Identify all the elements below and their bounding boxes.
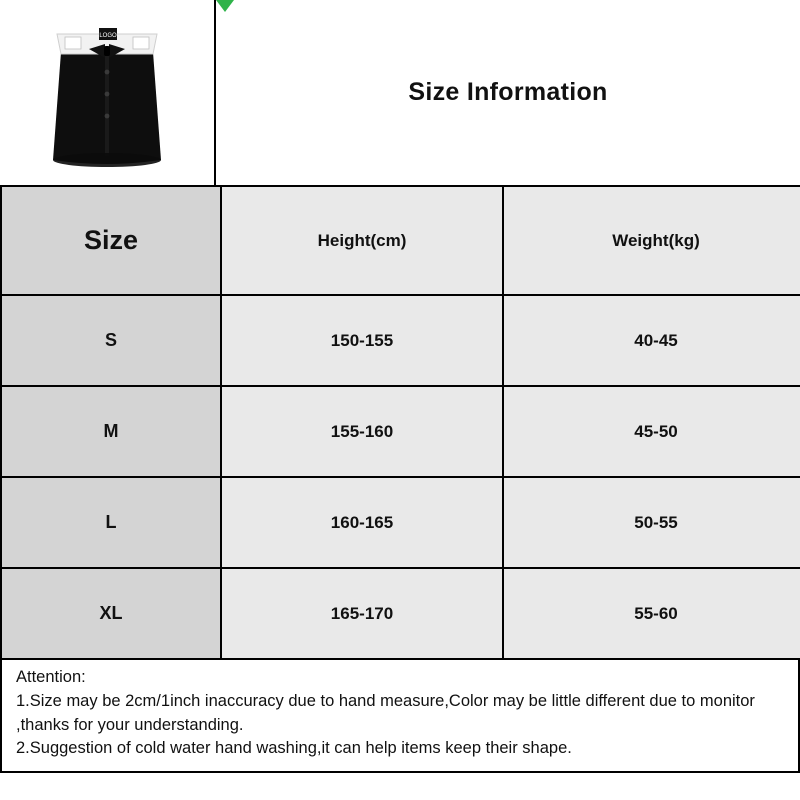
cell-weight <box>503 568 800 659</box>
product-image <box>43 8 171 168</box>
product-image-cell <box>0 0 216 185</box>
cell-size <box>1 568 221 659</box>
cell-size-label: XL <box>99 603 123 623</box>
column-header-size-label: Size <box>83 225 139 255</box>
table-row <box>1 568 800 659</box>
table-row <box>1 295 800 386</box>
cell-height-label: 155-160 <box>330 421 394 441</box>
cell-weight-label: 55-60 <box>634 603 678 623</box>
column-header-weight <box>503 186 800 295</box>
cell-height-label: 165-170 <box>330 603 394 623</box>
cell-weight <box>503 295 800 386</box>
column-header-weight-label: Weight(kg) <box>612 230 700 250</box>
attention-block <box>0 660 800 773</box>
cell-height <box>221 295 503 386</box>
cell-size-label: M <box>103 421 119 441</box>
column-header-size <box>1 186 221 295</box>
attention-line-1: 1.Size may be 2cm/1inch inaccuracy due to hand measure,Color may be little different due to monitor ,thanks for your understanding. <box>16 692 755 734</box>
svg-text:LOGO: LOGO <box>99 33 117 39</box>
cell-height <box>221 386 503 477</box>
table-header-row <box>1 186 800 295</box>
column-header-height-label: Height(cm) <box>317 230 407 250</box>
cell-size <box>1 295 221 386</box>
attention-heading: Attention: <box>16 668 86 686</box>
header-row <box>0 0 800 185</box>
cell-weight <box>503 477 800 568</box>
page-title: Size Information <box>408 78 608 106</box>
cell-weight-label: 45-50 <box>634 421 678 441</box>
title-cell <box>216 0 800 185</box>
cell-size <box>1 386 221 477</box>
table-row <box>1 477 800 568</box>
cell-size <box>1 477 221 568</box>
column-header-height <box>221 186 503 295</box>
cell-weight <box>503 386 800 477</box>
cell-height-label: 150-155 <box>330 330 394 350</box>
attention-line-2: 2.Suggestion of cold water hand washing,it can help items keep their shape. <box>16 739 572 758</box>
cell-weight-label: 40-45 <box>634 330 678 350</box>
size-table <box>0 185 800 660</box>
cell-height <box>221 477 503 568</box>
cell-height-label: 160-165 <box>330 512 394 532</box>
green-triangle-icon <box>216 0 234 12</box>
cell-height <box>221 568 503 659</box>
cell-size-label: L <box>105 512 117 532</box>
cell-weight-label: 50-55 <box>634 512 678 532</box>
table-row <box>1 386 800 477</box>
cell-size-label: S <box>104 330 117 350</box>
